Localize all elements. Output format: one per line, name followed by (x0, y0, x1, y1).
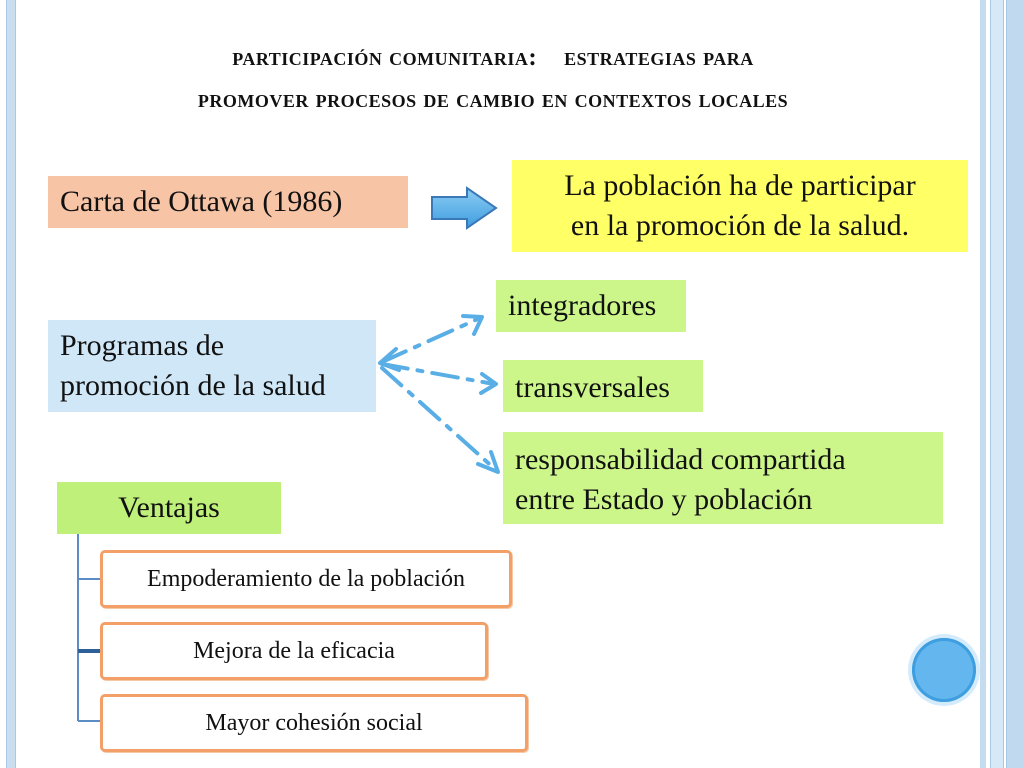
feature-responsabilidad-box (503, 432, 943, 524)
feature-responsabilidad-line1: responsabilidad compartida (515, 443, 846, 476)
ventaja-item-empoderamiento (100, 550, 512, 608)
programas-line1: Programas de (60, 329, 225, 362)
ventaja-item-eficacia (100, 622, 488, 680)
ventaja-item-cohesion (100, 694, 528, 752)
carta-ottawa-label: Carta de Ottawa (1986) (60, 185, 343, 218)
ventajas-header-box (57, 482, 281, 534)
slide-title-line1: participación comunitaria: estrategias para (232, 44, 754, 71)
programas-box (48, 320, 376, 412)
poblacion-line1: La población ha de participar (564, 169, 916, 202)
programas-line2: promoción de la salud (60, 369, 326, 402)
poblacion-line2: en la promoción de la salud. (570, 209, 910, 242)
right-arrow-icon (432, 188, 496, 228)
decorative-circle (912, 638, 976, 702)
ventaja-item-label: Mejora de la eficacia (193, 638, 395, 664)
poblacion-statement-box (512, 160, 968, 252)
slide-title-line2: promover procesos de cambio en contextos locales (197, 86, 789, 113)
ventajas-tree-lines (78, 534, 100, 721)
ventajas-label: Ventajas (118, 491, 220, 524)
connector-to-integradores (382, 318, 480, 362)
connector-to-responsabilidad (382, 368, 496, 470)
ventaja-item-label: Empoderamiento de la población (147, 566, 465, 592)
feature-responsabilidad-line2: entre Estado y población (515, 483, 813, 516)
ventaja-item-label: Mayor cohesión social (205, 710, 423, 736)
feature-integradores-box (496, 280, 686, 332)
feature-transversales-label: transversales (515, 371, 670, 404)
carta-ottawa-box (48, 176, 408, 228)
feature-transversales-box (503, 360, 703, 412)
feature-integradores-label: integradores (508, 289, 657, 322)
